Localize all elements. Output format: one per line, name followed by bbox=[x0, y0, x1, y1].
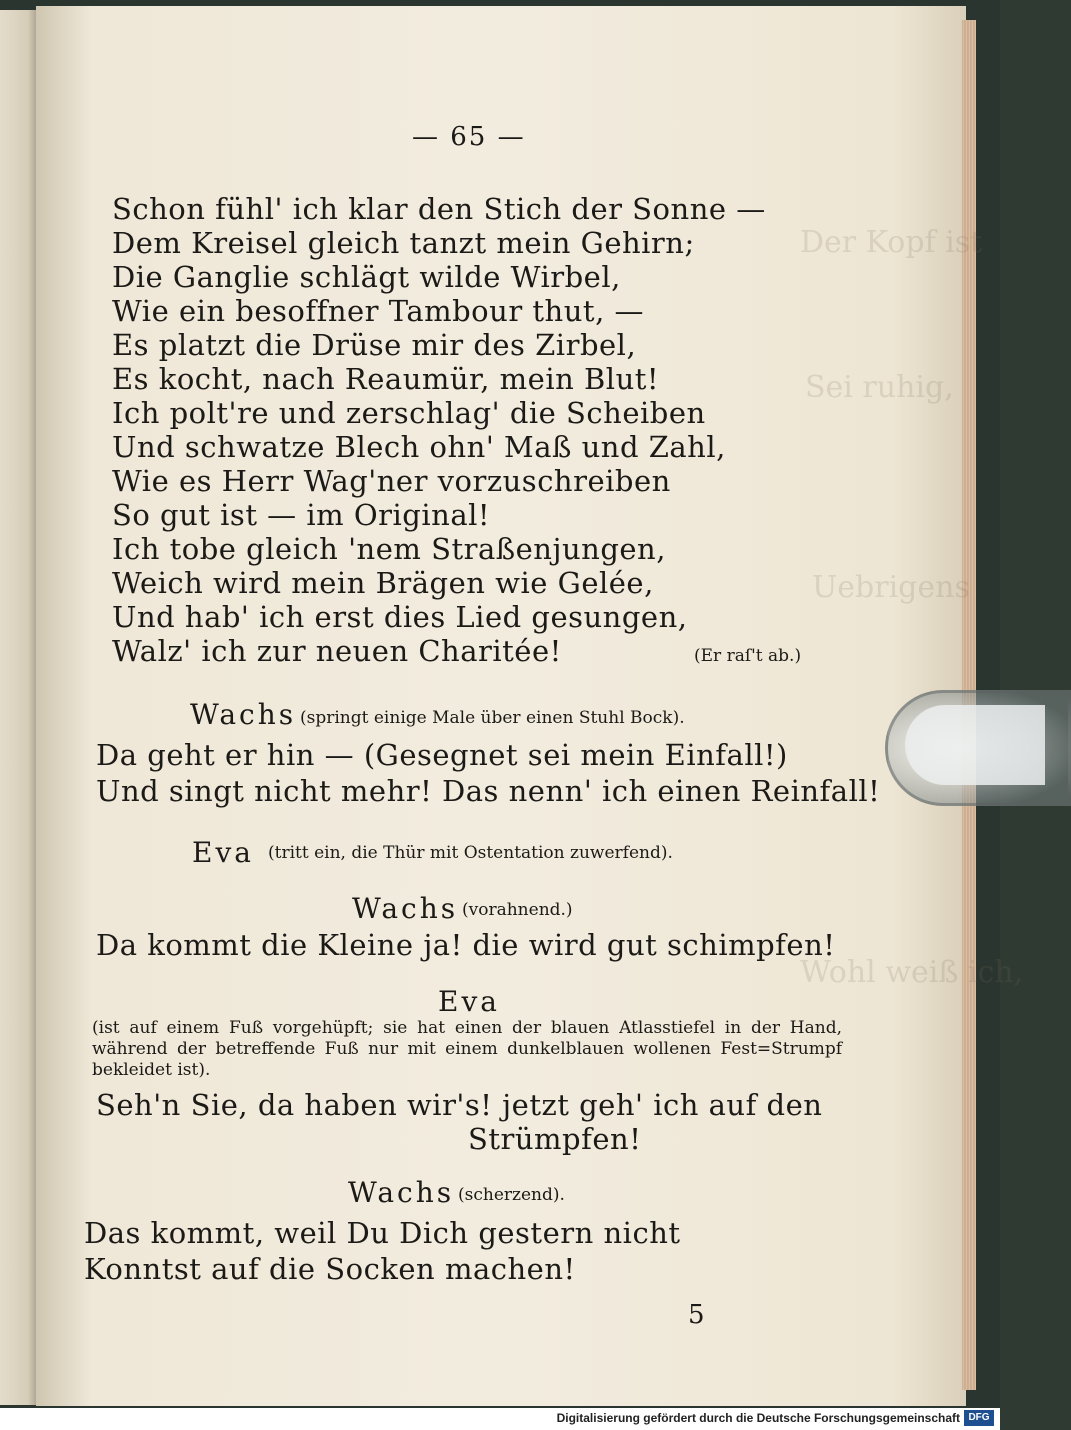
page-clip-highlight bbox=[905, 705, 1045, 785]
verse-line: Es platzt die Drüse mir des Zirbel, bbox=[112, 328, 637, 362]
verse-line: Die Ganglie schlägt wilde Wirbel, bbox=[112, 260, 621, 294]
verse-line: Weich wird mein Brägen wie Gelée, bbox=[112, 566, 654, 600]
verse-line: Wie es Herr Wag'ner vorzuschreiben bbox=[112, 464, 671, 498]
speaker-wachs: Wachs bbox=[348, 1176, 455, 1209]
stage-direction: (springt einige Male über einen Stuhl Bock). bbox=[300, 708, 685, 728]
dialog-line: Strümpfen! bbox=[468, 1122, 642, 1156]
dfg-logo-icon: DFG bbox=[964, 1410, 994, 1426]
stage-direction: (tritt ein, die Thür mit Ostentation zuwerfend). bbox=[268, 843, 673, 863]
dialog-line: Konntst auf die Socken machen! bbox=[84, 1252, 576, 1286]
speaker-eva: Eva bbox=[438, 985, 500, 1018]
exit-stage-direction: (Er raſ't ab.) bbox=[694, 646, 802, 666]
speaker-eva: Eva bbox=[192, 836, 254, 869]
speaker-wachs: Wachs bbox=[352, 892, 459, 925]
verse-line: So gut ist — im Original! bbox=[112, 498, 491, 532]
verse-line: Ich tobe gleich 'nem Straßenjungen, bbox=[112, 532, 666, 566]
verse-line: Und schwatze Blech ohn' Maß und Zahl, bbox=[112, 430, 726, 464]
digitization-credit: Digitalisierung gefördert durch die Deutsche Forschungsgemeinschaft bbox=[556, 1411, 960, 1425]
dialog-line: Und singt nicht mehr! Das nenn' ich einen Reinfall! bbox=[96, 774, 881, 808]
dialog-line: Das kommt, weil Du Dich gestern nicht bbox=[84, 1216, 681, 1250]
stage-direction-block: (ist auf einem Fuß vorgehüpft; sie hat einen der blauen Atlasstiefel in der Hand, während der betreffende Fuß nur mit einem dunkelblauen wollenen Fest=Strumpf bekleidet ist). bbox=[92, 1018, 842, 1080]
stage-direction: (scherzend). bbox=[458, 1185, 565, 1205]
left-page-edge bbox=[0, 10, 40, 1405]
verse-line: Ich polt're und zerschlag' die Scheiben bbox=[112, 396, 706, 430]
stage-direction: (vorahnend.) bbox=[462, 900, 573, 920]
signature-mark: 5 bbox=[688, 1300, 705, 1330]
bleed-through-text: Der Kopf ist bbox=[800, 225, 983, 260]
bleed-through-text: Sei ruhig, bbox=[805, 370, 954, 405]
bleed-through-text: Uebrigens bbox=[812, 570, 970, 605]
dialog-line: Da geht er hin — (Gesegnet sei mein Einfall!) bbox=[96, 738, 788, 772]
verse-line: Und hab' ich erst dies Lied gesungen, bbox=[112, 600, 688, 634]
bleed-through-text: Wohl weiß ich, bbox=[800, 955, 1024, 990]
dialog-line: Da kommt die Kleine ja! die wird gut schimpfen! bbox=[96, 928, 836, 962]
page-number: — 65 — bbox=[412, 122, 526, 152]
verse-line: Schon fühl' ich klar den Stich der Sonne — bbox=[112, 192, 766, 226]
verse-line: Wie ein besoffner Tambour thut, — bbox=[112, 294, 645, 328]
verse-line: Es kocht, nach Reaumür, mein Blut! bbox=[112, 362, 660, 396]
verse-line: Dem Kreisel gleich tanzt mein Gehirn; bbox=[112, 226, 695, 260]
dialog-line: Seh'n Sie, da haben wir's! jetzt geh' ich auf den bbox=[96, 1088, 823, 1122]
speaker-wachs: Wachs bbox=[190, 698, 297, 731]
verse-line: Walz' ich zur neuen Charitée! bbox=[112, 634, 562, 668]
